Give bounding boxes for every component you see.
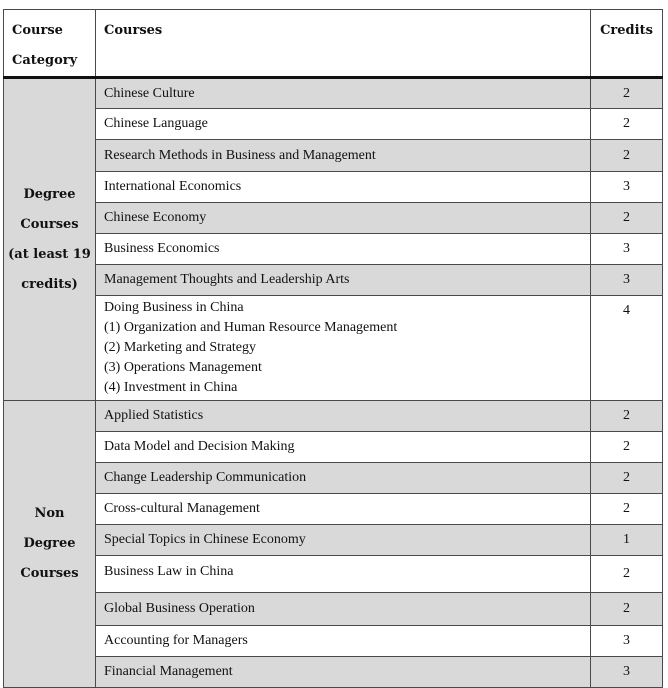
course-credits: 2 <box>591 432 663 463</box>
category-line: Degree <box>23 536 76 551</box>
table-row <box>4 463 663 494</box>
table-row <box>4 657 663 688</box>
course-name: Applied Statistics <box>96 401 591 432</box>
course-name: Cross-cultural Management <box>96 494 591 525</box>
table-row <box>4 234 663 265</box>
course-name: Data Model and Decision Making <box>96 432 591 463</box>
header-course-category <box>4 10 96 78</box>
course-credits: 2 <box>591 463 663 494</box>
header-row <box>4 10 663 78</box>
course-name: Chinese Economy <box>96 203 591 234</box>
course-credits: 3 <box>591 626 663 657</box>
course-credits: 3 <box>591 172 663 203</box>
table-row <box>4 432 663 463</box>
course-credits: 2 <box>591 401 663 432</box>
category-non-degree-courses <box>4 401 96 688</box>
course-name: Doing Business in China <box>104 300 244 315</box>
course-credits: 3 <box>591 657 663 688</box>
category-degree-courses <box>4 78 96 401</box>
course-credits: 4 <box>591 296 663 401</box>
course-credits: 2 <box>591 494 663 525</box>
course-credits: 2 <box>591 593 663 626</box>
table-row <box>4 265 663 296</box>
course-name: Special Topics in Chinese Economy <box>96 525 591 556</box>
table-row <box>4 593 663 626</box>
table-row <box>4 494 663 525</box>
category-line: Courses <box>20 216 79 232</box>
category-line: (at least 19 <box>8 246 91 262</box>
course-name: Global Business Operation <box>96 593 591 626</box>
course-credits: 2 <box>591 203 663 234</box>
table-row <box>4 78 663 109</box>
table-row <box>4 556 663 593</box>
header-category-line: Category <box>12 53 78 68</box>
course-doing-business <box>96 296 591 401</box>
course-name: Chinese Language <box>96 109 591 140</box>
table-row <box>4 401 663 432</box>
course-subitem: (2) Marketing and Strategy <box>104 340 257 355</box>
category-line: Degree <box>23 186 76 202</box>
course-name: Accounting for Managers <box>96 626 591 657</box>
header-category-line: Course <box>12 23 63 38</box>
course-name: Management Thoughts and Leadership Arts <box>96 265 591 296</box>
table-row <box>4 203 663 234</box>
course-name: Business Law in China <box>96 556 591 593</box>
course-credits: 2 <box>591 140 663 172</box>
course-credits: 2 <box>591 109 663 140</box>
course-subitem: (1) Organization and Human Resource Management <box>104 320 398 335</box>
course-name: Research Methods in Business and Management <box>96 140 591 172</box>
table-row <box>4 525 663 556</box>
table-row <box>4 172 663 203</box>
table-row <box>4 296 663 401</box>
category-line: credits) <box>21 276 78 292</box>
header-courses: Courses <box>96 10 591 78</box>
course-credits: 3 <box>591 265 663 296</box>
table-row <box>4 626 663 657</box>
course-name: Chinese Culture <box>96 78 591 109</box>
course-credits: 2 <box>591 556 663 593</box>
table-row <box>4 109 663 140</box>
table-row <box>4 140 663 172</box>
category-line: Non <box>34 506 65 521</box>
header-credits: Credits <box>591 10 663 78</box>
course-subitem: (3) Operations Management <box>104 360 262 375</box>
course-subitem: (4) Investment in China <box>104 380 238 395</box>
course-credits: 2 <box>591 78 663 109</box>
course-name: Financial Management <box>96 657 591 688</box>
course-credits: 1 <box>591 525 663 556</box>
course-table <box>3 9 663 688</box>
category-line: Courses <box>20 566 79 581</box>
course-name: Change Leadership Communication <box>96 463 591 494</box>
course-credits: 3 <box>591 234 663 265</box>
course-name: Business Economics <box>96 234 591 265</box>
course-name: International Economics <box>96 172 591 203</box>
